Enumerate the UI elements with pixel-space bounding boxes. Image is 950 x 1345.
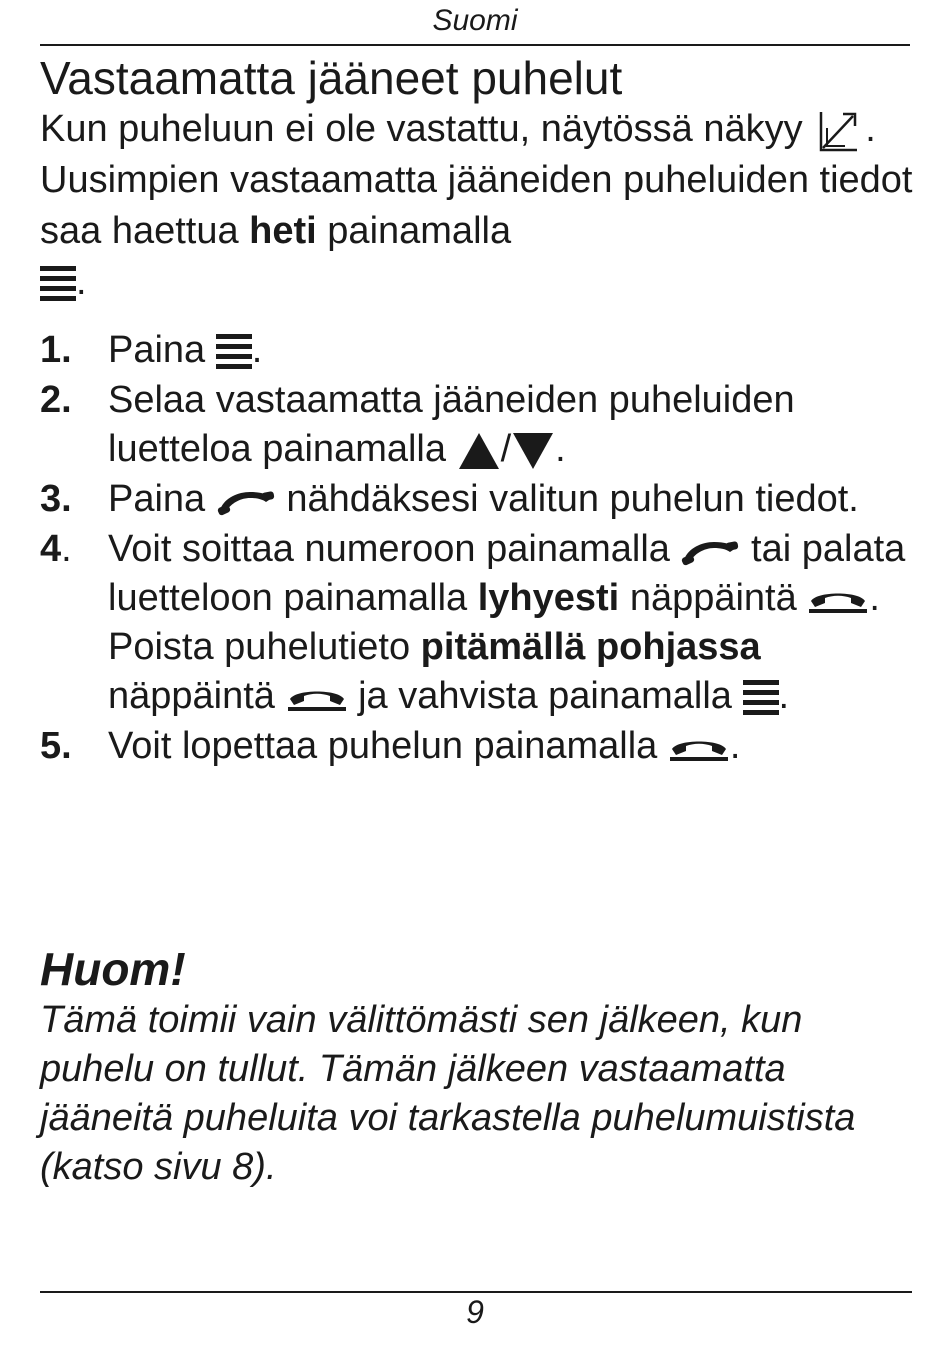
step-text: nähdäksesi valitun puhelun tiedot. [286,478,859,520]
step-text: Voit soittaa numeroon painamalla [108,528,670,570]
step-text: Selaa vastaamatta jääneiden puheluiden luetteloa painamalla [108,379,795,470]
intro-text-2: . Uusimpien vastaamatta jääneiden puheluiden tiedot saa haettua [40,108,913,252]
note-text: Tämä toimii vain välittömästi sen jälkeen, kun puhelu on tullut. Tämän jälkeen vastaamatta jääneitä puheluita voi tarkastella puhelumuistista (katso sivu 8). [40,999,856,1188]
end-call-icon [286,683,348,713]
header-divider [40,44,910,46]
end-call-icon [807,585,869,615]
page-header-language: Suomi [432,4,518,37]
step-number: 1. [40,329,72,371]
step-number: 4. [40,528,72,570]
instruction-list [40,326,920,771]
down-arrow-icon [511,431,555,471]
menu-icon [40,264,76,304]
step-text: Paina [108,329,206,371]
call-icon [680,536,740,566]
step-number: 5. [40,725,72,767]
intro-text-3: painamalla [327,210,512,252]
footer-divider [40,1291,912,1293]
step-bold-text: pitämällä pohjassa [420,626,761,668]
intro-paragraph [40,104,920,308]
list-item [40,475,920,524]
step-text: . Poista puhelutieto [108,577,880,668]
step-text: Voit lopettaa puhelun painamalla [108,725,658,767]
list-item [40,326,920,375]
step-text: Paina [108,478,206,520]
page-number: 9 [466,1294,484,1330]
call-icon [216,486,276,516]
step-text: . [729,725,741,767]
step-separator: / [500,428,512,470]
up-arrow-icon [457,431,501,471]
section-title: Vastaamatta jääneet puhelut [40,52,623,104]
list-item [40,376,920,474]
missed-call-icon [813,108,865,154]
step-text: . [251,329,263,371]
step-number: 3. [40,478,72,520]
step-bold-text: lyhyesti [477,577,620,619]
end-call-icon [668,733,730,763]
note-heading: Huom! [40,943,186,995]
list-item [40,525,920,721]
step-text: näppäintä [108,675,275,717]
intro-text-4: . [76,261,87,303]
list-item [40,722,920,771]
step-number: 2. [40,379,72,421]
menu-icon [743,678,779,718]
step-text: . [778,675,790,717]
intro-bold-word: heti [249,210,317,252]
menu-icon [216,332,252,372]
step-text: ja vahvista painamalla [358,675,732,717]
step-text: näppäintä [629,577,797,619]
intro-text-1: Kun puheluun ei ole vastattu, näytössä näkyy [40,108,803,150]
step-text: . [555,428,566,470]
step-text: tai palata luetteloon painamalla [108,528,906,619]
